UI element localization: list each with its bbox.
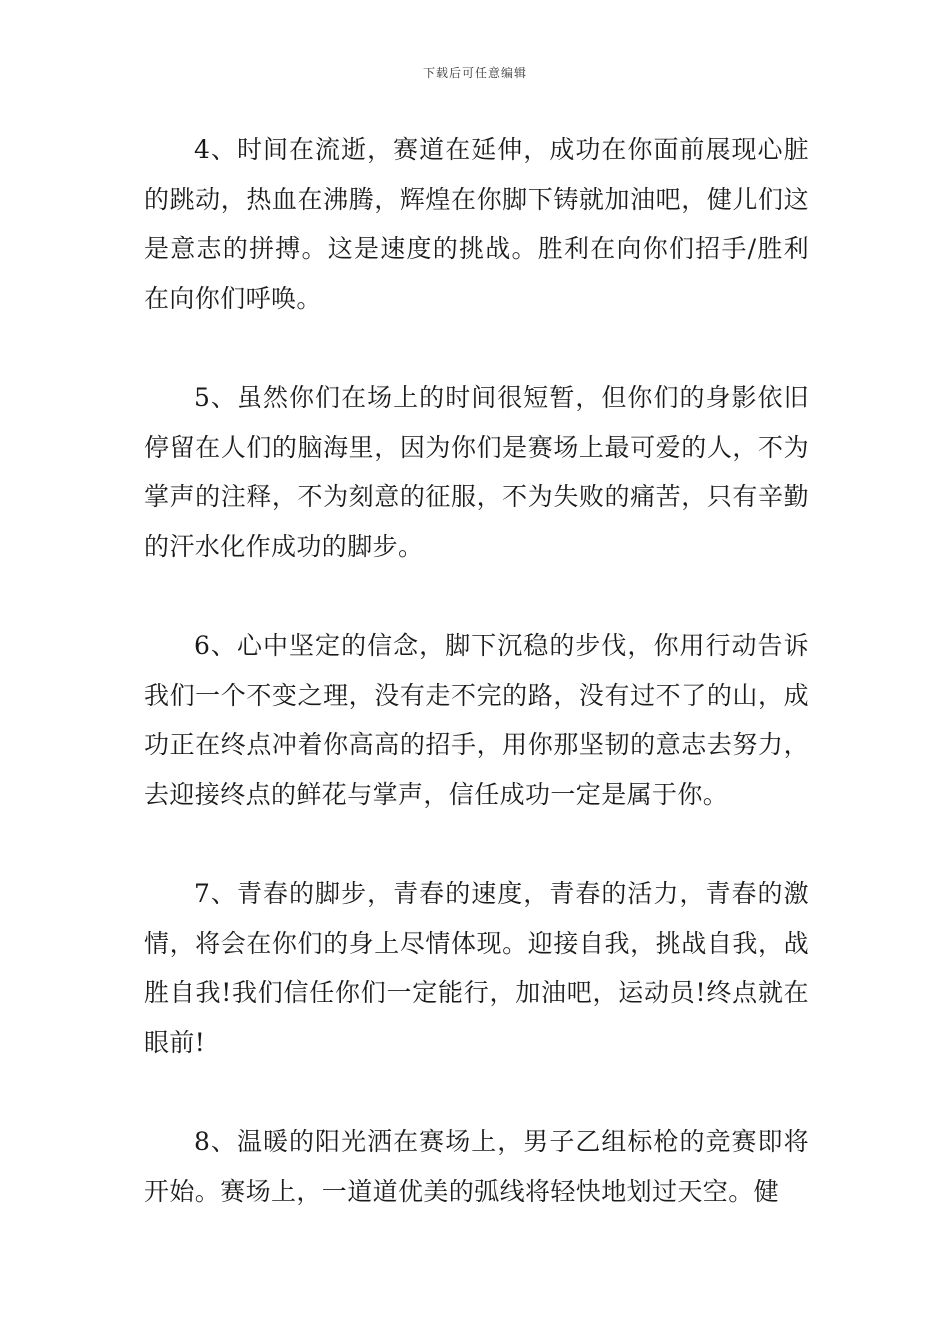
paragraph-5: 5、虽然你们在场上的时间很短暂，但你们的身影依旧停留在人们的脑海里，因为你们是赛场上最可爱的人，不为掌声的注释，不为刻意的征服，不为失败的痛苦，只有辛勤的汗水化作成功的脚步。 xyxy=(144,383,809,561)
paragraph-8: 8、温暖的阳光洒在赛场上，男子乙组标枪的竞赛即将开始。赛场上，一道道优美的弧线将轻快地划过天空。健 xyxy=(144,1127,809,1206)
page-header: 下载后可任意编辑 xyxy=(422,66,527,80)
document-body xyxy=(144,125,809,1266)
paragraph-4: 4、时间在流逝，赛道在延伸，成功在你面前展现心脏的跳动，热血在沸腾，辉煌在你脚下铸就加油吧，健儿们这是意志的拼搏。这是速度的挑战。胜利在向你们招手/胜利在向你们呼唤。 xyxy=(144,135,809,313)
paragraph-7: 7、青春的脚步，青春的速度，青春的活力，青春的激情，将会在你们的身上尽情体现。迎接自我，挑战自我，战胜自我!我们信任你们一定能行，加油吧，运动员!终点就在眼前! xyxy=(144,879,809,1057)
paragraph-6: 6、心中坚定的信念，脚下沉稳的步伐，你用行动告诉我们一个不变之理，没有走不完的路，没有过不了的山，成功正在终点冲着你高高的招手，用你那坚韧的意志去努力，去迎接终点的鲜花与掌声，信任成功一定是属于你。 xyxy=(144,631,809,809)
